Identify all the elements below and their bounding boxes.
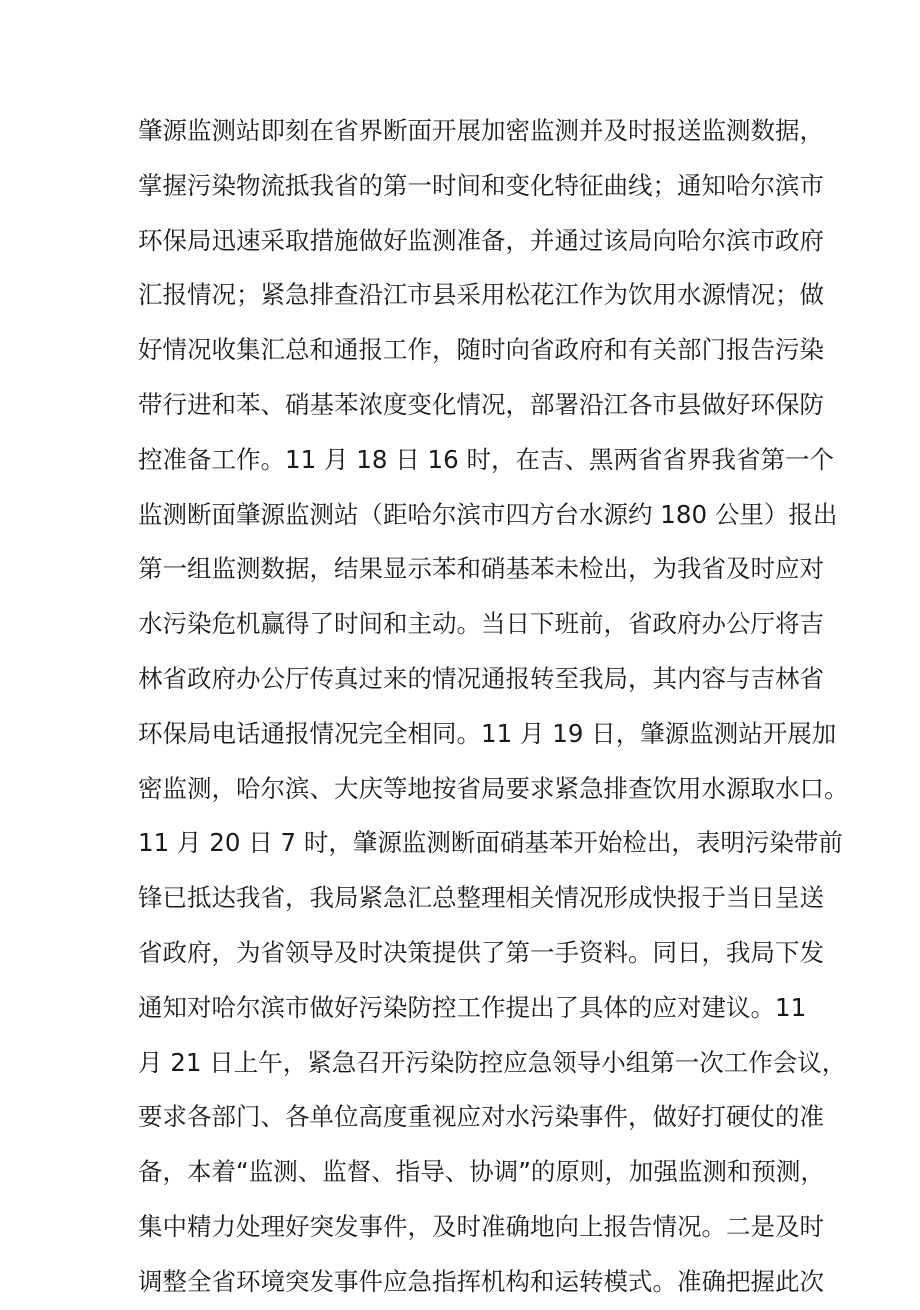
text-line: 第一组监测数据，结果显示苯和硝基苯未检出，为我省及时应对	[138, 554, 824, 584]
text-line: 掌握污染物流抵我省的第一时间和变化特征曲线；通知哈尔滨市	[138, 170, 824, 200]
text-line: 备，本着“监测、监督、指导、协调”的原则，加强监测和预测，	[138, 1157, 825, 1187]
text-line: 汇报情况；紧急排查沿江市县采用松花江作为饮用水源情况；做	[138, 280, 824, 310]
text-line: 林省政府办公厅传真过来的情况通报转至我局，其内容与吉林省	[138, 663, 824, 693]
body-text	[138, 104, 849, 1310]
text-line: 控准备工作。11 月 18 日 16 时，在吉、黑两省省界我省第一个	[138, 444, 834, 474]
text-line: 环保局电话通报情况完全相同。11 月 19 日，肇源监测站开展加	[138, 718, 837, 748]
text-line: 要求各部门、各单位高度重视应对水污染事件，做好打硬仗的准	[138, 1102, 824, 1132]
text-line: 锋已抵达我省，我局紧急汇总整理相关情况形成快报于当日呈送	[138, 883, 824, 913]
text-line: 集中精力处理好突发事件，及时准确地向上报告情况。二是及时	[138, 1211, 824, 1241]
text-line: 省政府，为省领导及时决策提供了第一手资料。同日，我局下发	[138, 937, 824, 967]
text-line: 密监测，哈尔滨、大庆等地按省局要求紧急排查饮用水源取水口。	[138, 773, 849, 803]
text-line: 11 月 20 日 7 时，肇源监测断面硝基苯开始检出，表明污染带前	[138, 828, 843, 858]
text-line: 水污染危机赢得了时间和主动。当日下班前，省政府办公厅将吉	[138, 609, 824, 639]
text-line: 环保局迅速采取措施做好监测准备，并通过该局向哈尔滨市政府	[138, 225, 824, 255]
text-line: 通知对哈尔滨市做好污染防控工作提出了具体的应对建议。11	[138, 992, 807, 1022]
text-line: 调整全省环境突发事件应急指挥机构和运转模式。准确把握此次	[138, 1266, 824, 1296]
text-line: 带行进和苯、硝基苯浓度变化情况，部署沿江各市县做好环保防	[138, 389, 824, 419]
text-line: 好情况收集汇总和通报工作，随时向省政府和有关部门报告污染	[138, 335, 824, 365]
text-line: 肇源监测站即刻在省界断面开展加密监测并及时报送监测数据，	[138, 116, 824, 145]
text-line: 月 21 日上午，紧急召开污染防控应急领导小组第一次工作会议，	[138, 1047, 847, 1077]
text-line: 监测断面肇源监测站（距哈尔滨市四方台水源约 180 公里）报出	[138, 499, 838, 529]
